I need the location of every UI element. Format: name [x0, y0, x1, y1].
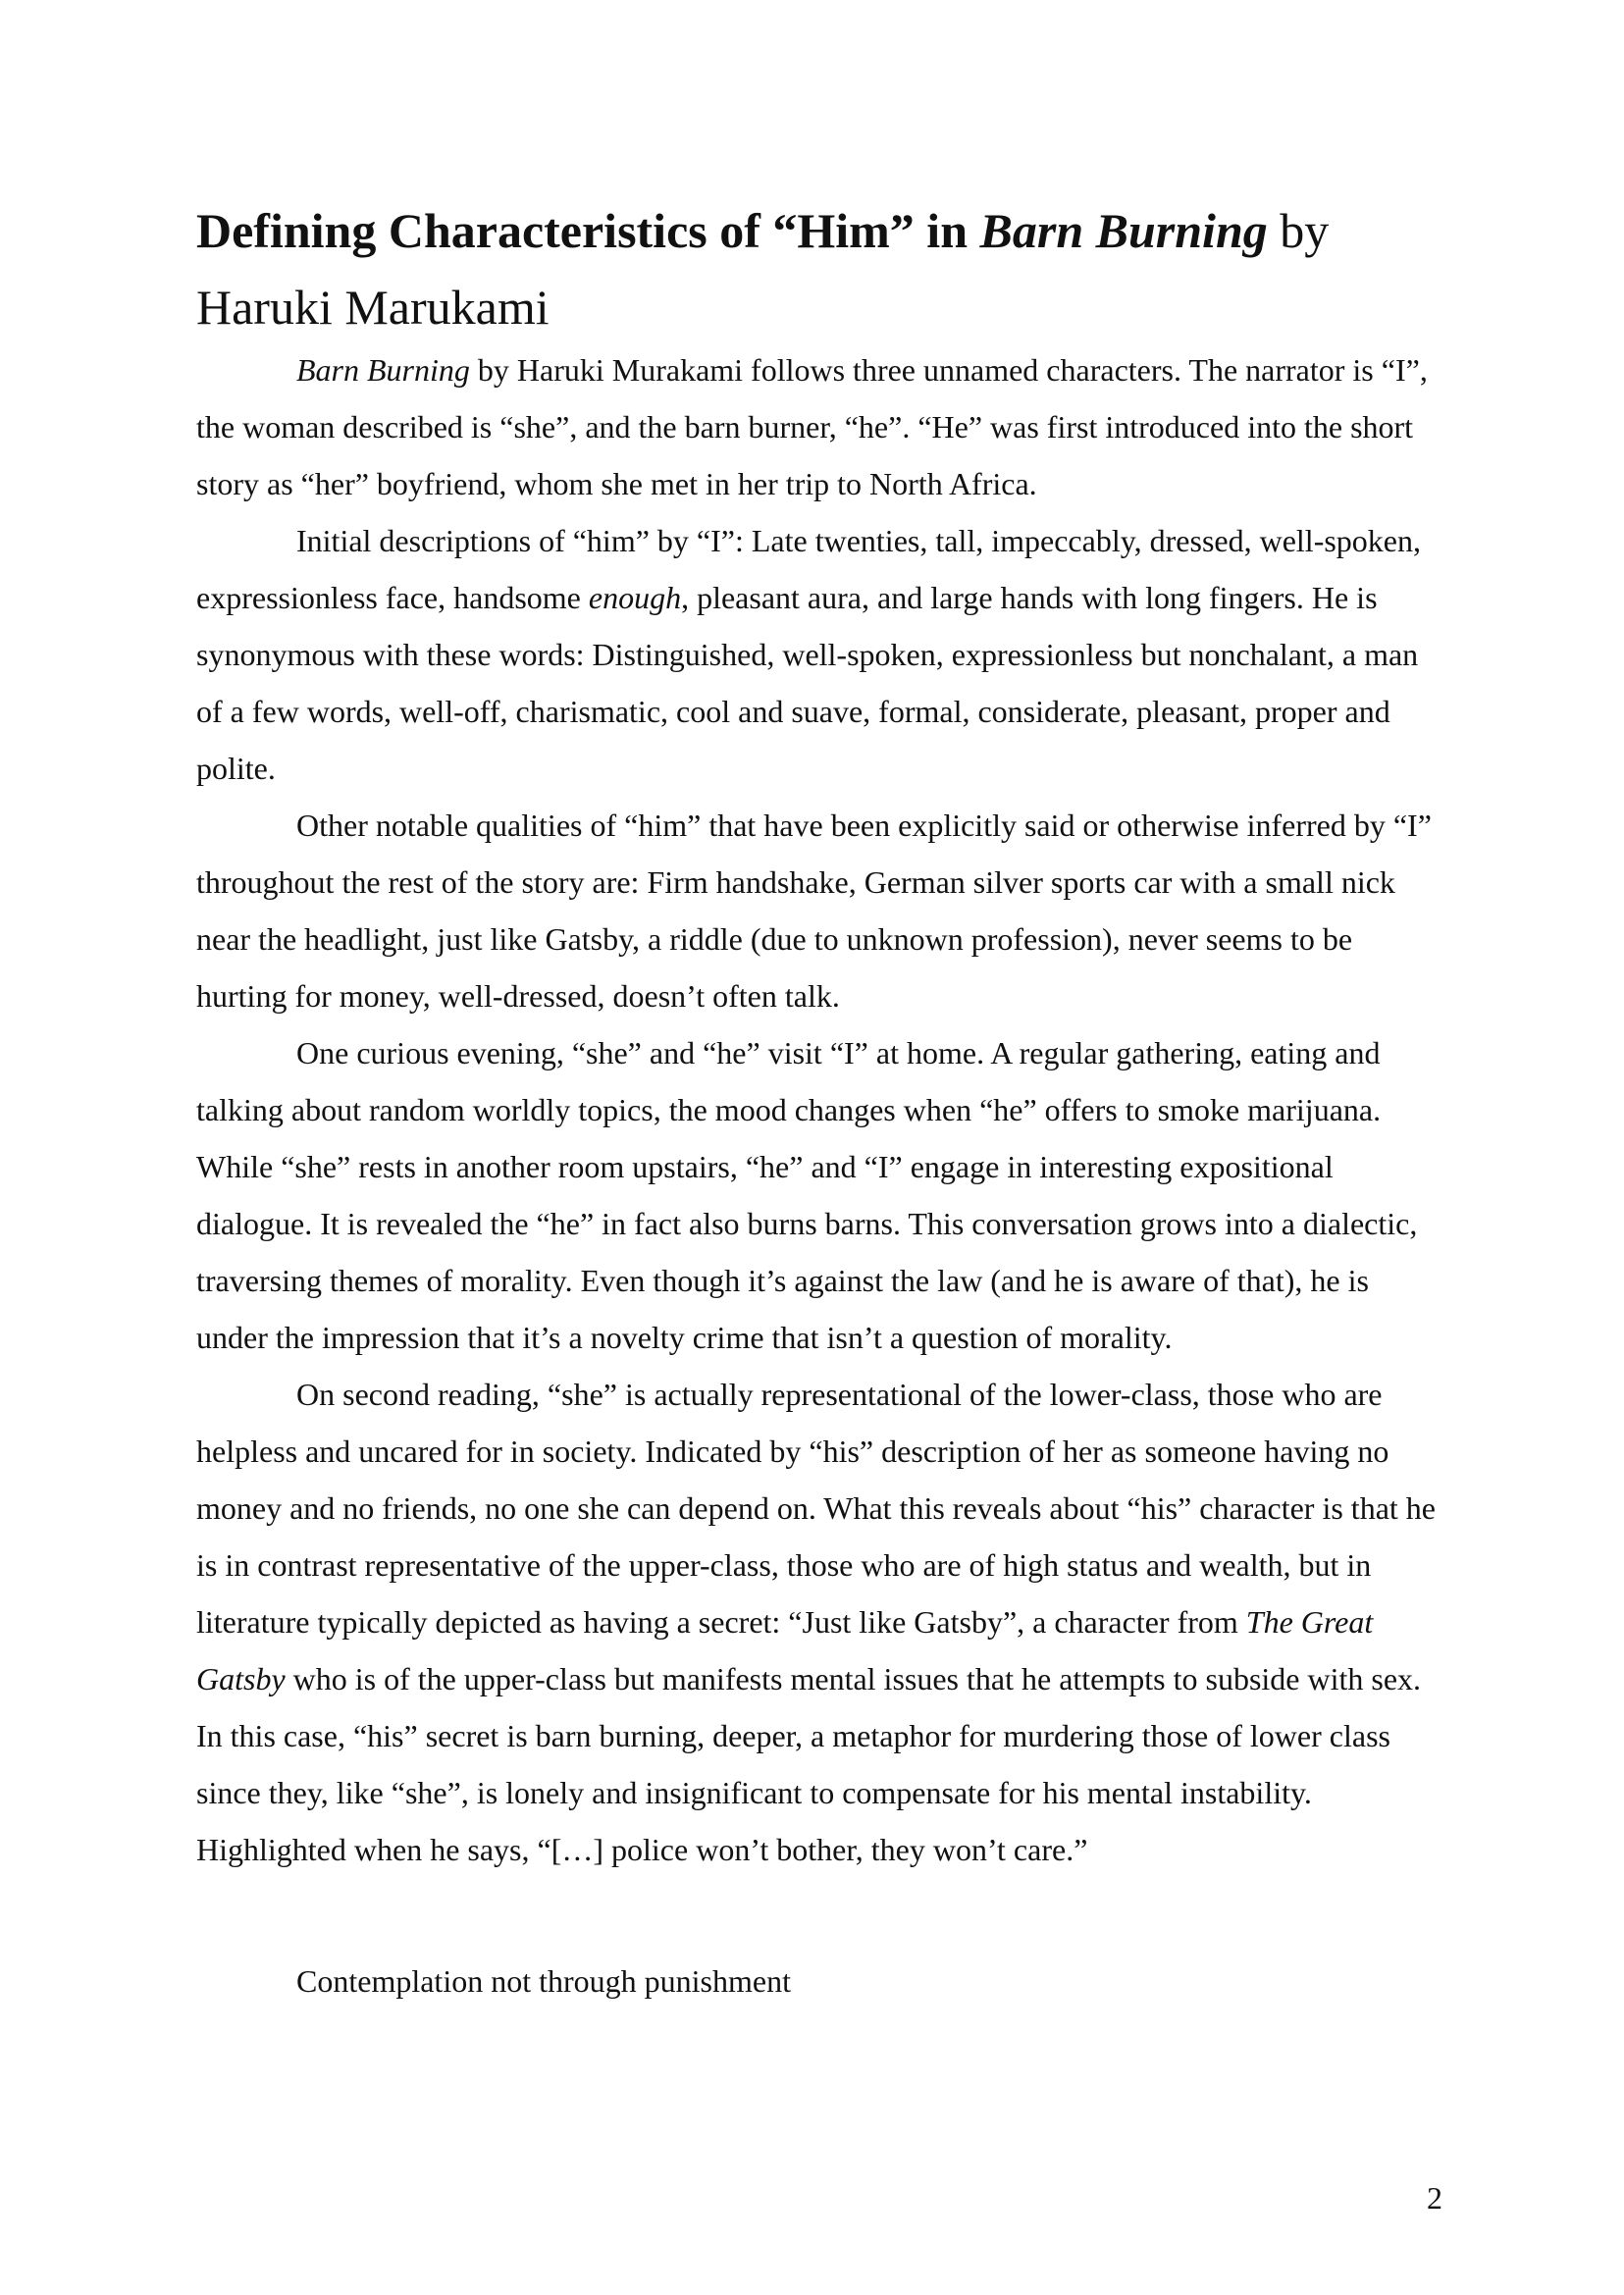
paragraph-1-text: by Haruki Murakami follows three unnamed characters. The narrator is “I”, the woman described is “she”, and the barn burner, “he”. “He” was first introduced into the short story as “her” boyfriend, whom she met in her trip to North Africa.: [196, 352, 1428, 501]
title-italic-text: Barn Burning: [979, 203, 1268, 258]
page-title: [196, 196, 1442, 341]
title-by: by: [1267, 203, 1330, 258]
paragraph-2-before: Initial descriptions of “him” by “I”: Late twenties, tall, impeccably, dressed, well-spoken, expressionless face, handsome: [196, 523, 1421, 615]
paragraph-5-before: On second reading, “she” is actually representational of the lower-class, those who are helpless and uncared for in society. Indicated by “his” description of her as someone having no money and no friends, no one she can depend on. What this reveals about “his” character is that he is in contrast representative of the upper-class, those who are of high status and wealth, but in literature typically depicted as having a secret: “Just like Gatsby”, a character from: [196, 1377, 1436, 1640]
page-content: [196, 196, 1442, 2009]
page-number: 2: [1427, 2180, 1442, 2216]
title-author: Haruki Marukami: [196, 280, 550, 335]
paragraph-1: [196, 341, 1442, 512]
closing-line: Contemplation not through punishment: [296, 1963, 791, 1999]
paragraph-3: Other notable qualities of “him” that have been explicitly said or otherwise inferred by “I” throughout the rest of the story are: Firm handshake, German silver sports car with a small nick near the headlight, just like Gatsby, a riddle (due to unknown profession), never seems to be hurting for money, well-dressed, doesn’t often talk.: [196, 808, 1432, 1014]
paragraph-2: [196, 512, 1442, 797]
paragraph-2-after: , pleasant aura, and large hands with long fingers. He is synonymous with these words: Distinguished, well-spoken, expressionless but nonchalant, a man of a few words, well-off, charismatic, cool and suave, formal, considerate, pleasant, proper and polite.: [196, 580, 1419, 786]
paragraph-1-italic: Barn Burning: [296, 352, 470, 388]
paragraph-5-italic: The Great Gatsby: [196, 1604, 1374, 1696]
paragraph-5-after: who is of the upper-class but manifests mental issues that he attempts to subside with sex. In this case, “his” secret is barn burning, deeper, a metaphor for murdering those of lower class since they, like “she”, is lonely and insignificant to compensate for his mental instability. Highlighted when he says, “[…] police won’t bother, they won’t care.”: [196, 1661, 1422, 1867]
paragraph-4: One curious evening, “she” and “he” visit “I” at home. A regular gathering, eating and talking about random worldly topics, the mood changes when “he” offers to smoke marijuana. While “she” rests in another room upstairs, “he” and “I” engage in interesting expositional dialogue. It is revealed the “he” in fact also burns barns. This conversation grows into a dialectic, traversing themes of morality. Even though it’s against the law (and he is aware of that), he is under the impression that it’s a novelty crime that isn’t a question of morality.: [196, 1035, 1418, 1355]
title-text: Defining Characteristics of “Him” in: [196, 203, 980, 258]
paragraph-5: [196, 1366, 1442, 1878]
paragraph-2-italic: enough: [588, 580, 682, 615]
